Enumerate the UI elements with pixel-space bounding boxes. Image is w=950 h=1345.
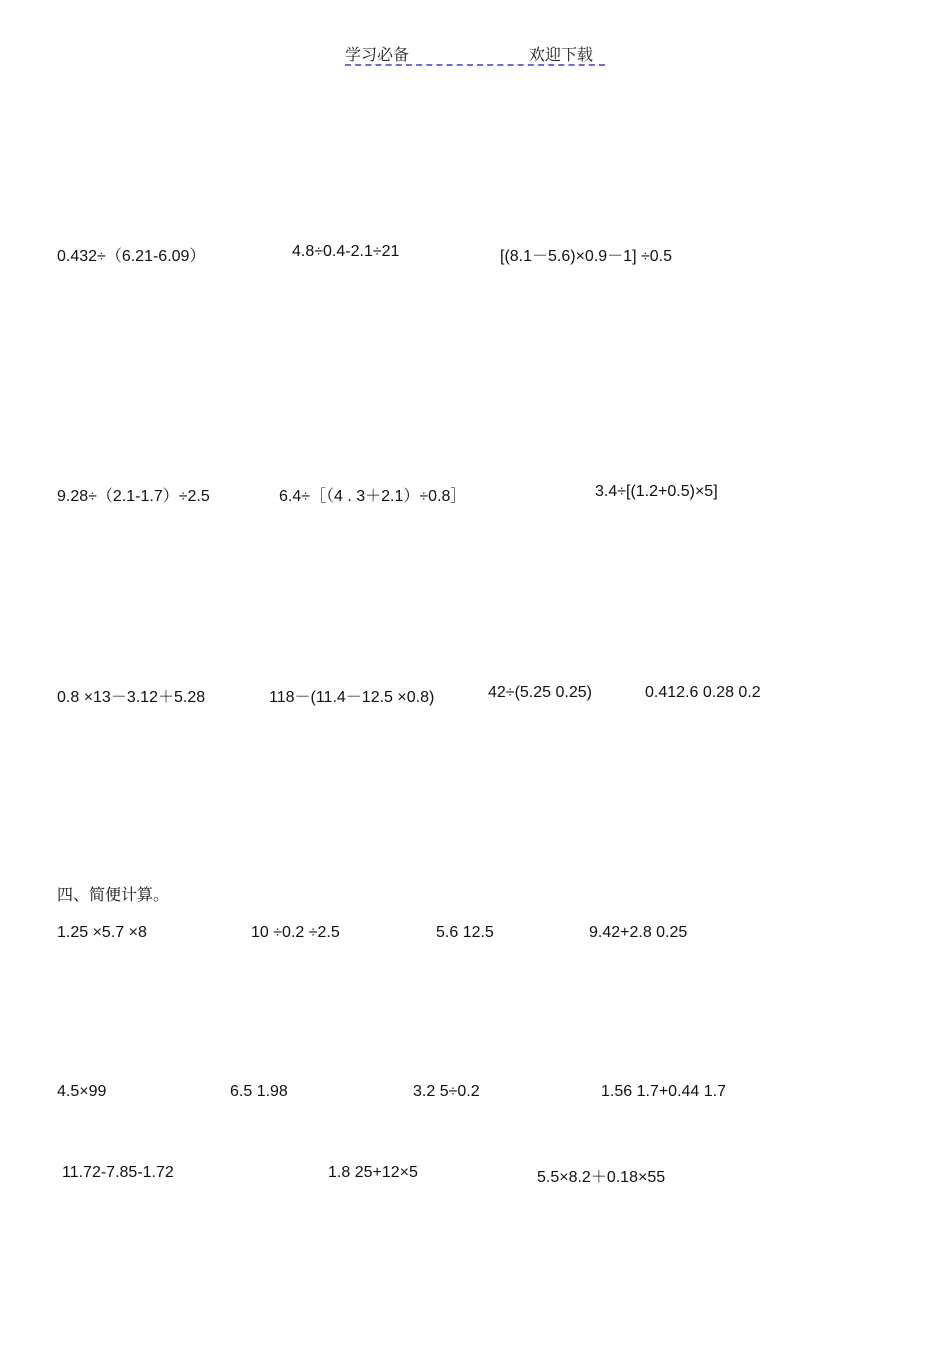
problem-4-4: 9.42+2.8 0.25: [589, 924, 688, 941]
problem-3-4: 0.412.6 0.28 0.2: [645, 684, 761, 701]
problem-4-1: 1.25 ×5.7 ×8: [57, 924, 147, 941]
problem-5-2: 6.5 1.98: [230, 1083, 288, 1100]
page-header: [345, 40, 605, 66]
problem-3-1: 0.8 ×13－3.12＋5.28: [57, 689, 206, 706]
problem-4-2: 10 ÷0.2 ÷2.5: [251, 924, 340, 941]
problem-6-1: 11.72-7.85-1.72: [62, 1164, 174, 1181]
problem-2-3: 3.4÷[(1.2+0.5)×5]: [595, 483, 718, 500]
problem-2-1: 9.28÷（2.1-1.7）÷2.5: [57, 488, 210, 505]
problem-6-2: 1.8 25+12×5: [328, 1164, 418, 1181]
problem-4-3: 5.6 12.5: [436, 924, 494, 941]
section-4-title: 四、简便计算。: [57, 885, 170, 904]
problem-5-1: 4.5×99: [57, 1083, 107, 1100]
problem-3-2: 118－(11.4－12.5 ×0.8): [269, 689, 435, 706]
problem-2-2: 6.4÷［（4 . 3＋2.1）÷0.8］: [279, 488, 467, 505]
problem-3-3: 42÷(5.25 0.25): [488, 684, 592, 701]
problem-5-3: 3.2 5÷0.2: [413, 1083, 480, 1100]
header-right-text: 欢迎下载: [529, 45, 594, 64]
header-left-text: 学习必备: [345, 45, 410, 64]
problem-1-3: [(8.1－5.6)×0.9－1] ÷0.5: [500, 248, 672, 265]
problem-5-4: 1.56 1.7+0.44 1.7: [601, 1083, 726, 1100]
problem-1-1: 0.432÷（6.21-6.09）: [57, 248, 206, 265]
problem-6-3: 5.5×8.2＋0.18×55: [537, 1169, 666, 1186]
problem-1-2: 4.8÷0.4-2.1÷21: [292, 243, 400, 260]
